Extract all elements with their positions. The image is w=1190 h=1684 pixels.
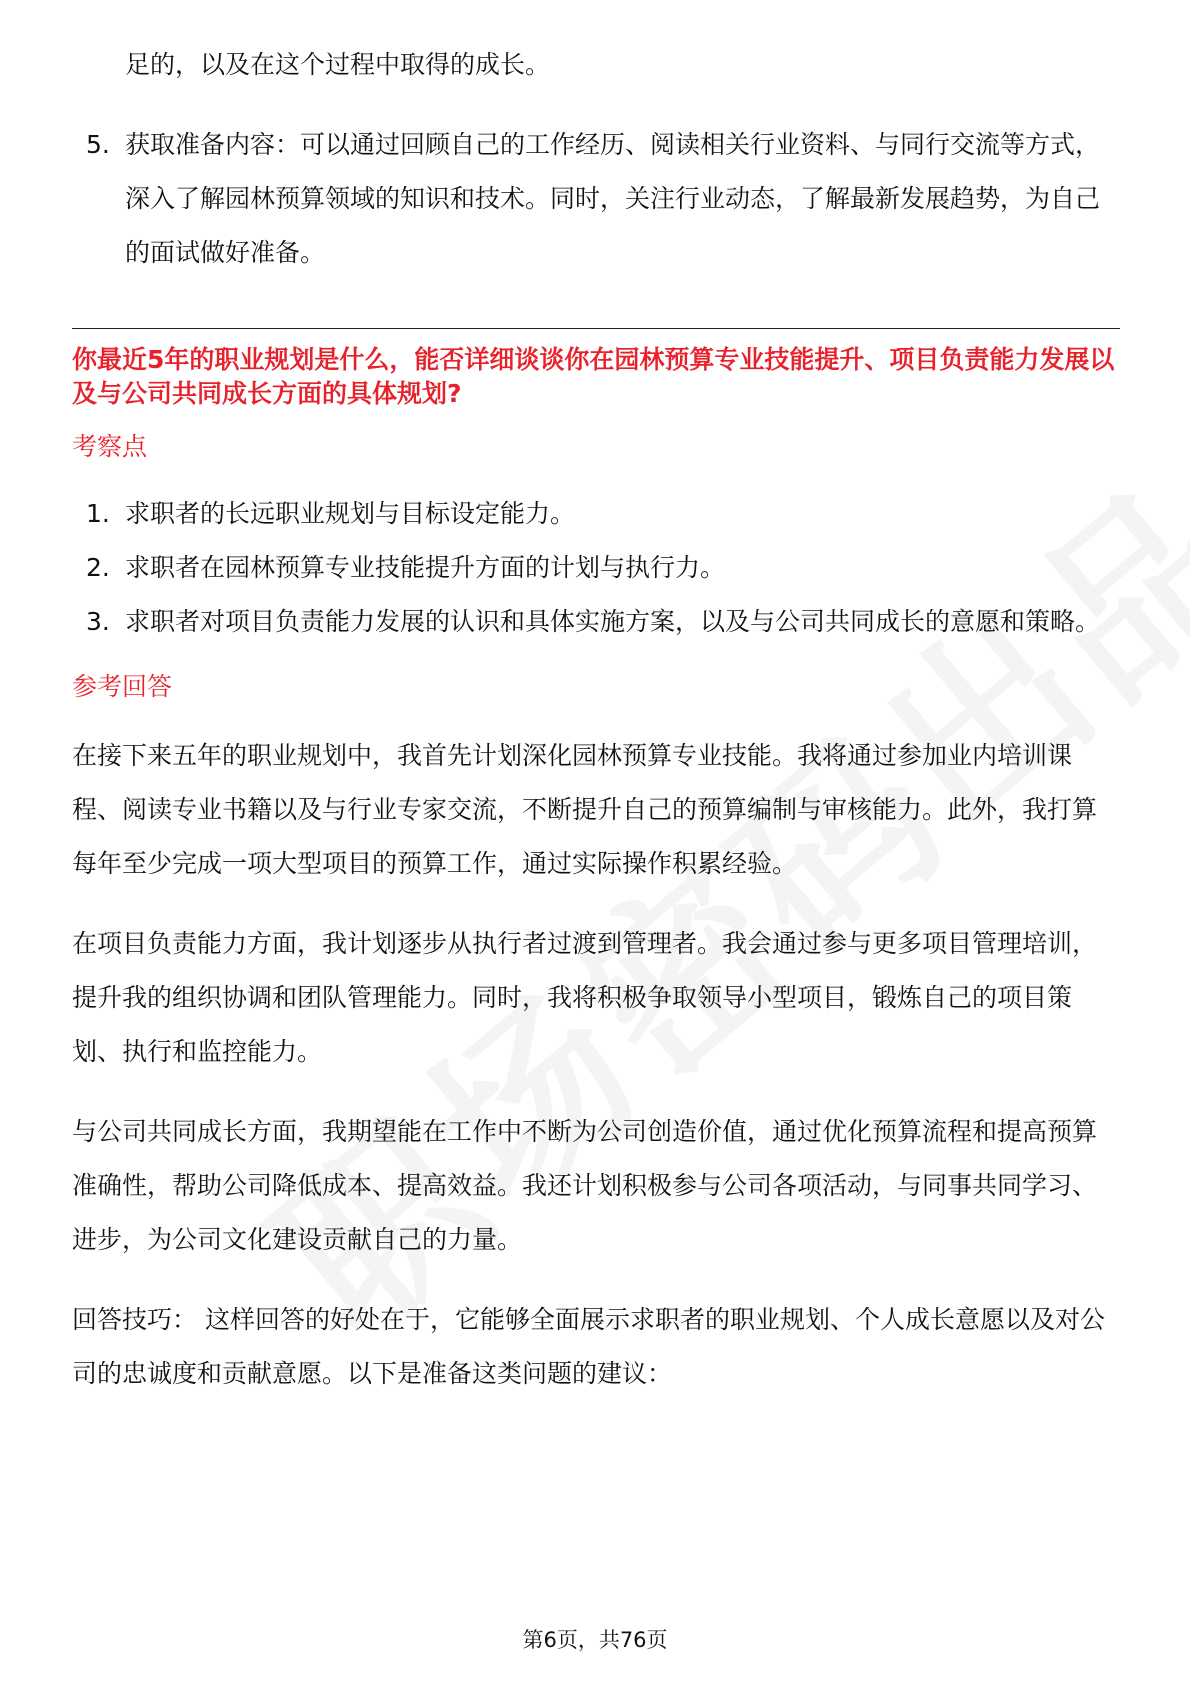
- page-content: [72, 38, 1120, 1401]
- assessment-item-2: [72, 541, 1120, 595]
- assessment-list: [72, 487, 1120, 649]
- answer-tips-paragraph: 回答技巧： 这样回答的好处在于，它能够全面展示求职者的职业规划、个人成长意愿以及对公司的忠诚度和贡献意愿。以下是准备这类问题的建议：: [72, 1305, 1105, 1388]
- question-title: 你最近5年的职业规划是什么，能否详细谈谈你在园林预算专业技能提升、项目负责能力发展以及与公司共同成长方面的具体规划?: [72, 345, 1115, 408]
- list-item-number: 3.: [86, 607, 110, 636]
- list-item-continuation: 足的，以及在这个过程中取得的成长。: [125, 50, 551, 79]
- reference-paragraph-2: 在项目负责能力方面，我计划逐步从执行者过渡到管理者。我会通过参与更多项目管理培训，提升我的组织协调和团队管理能力。同时，我将积极争取领导小型项目，锻炼自己的项目策划、执行和监控能力。: [72, 929, 1098, 1066]
- reference-heading: 参考回答: [72, 672, 173, 701]
- list-item-text: 求职者的长远职业规划与目标设定能力。: [125, 499, 576, 528]
- assessment-heading: 考察点: [72, 432, 148, 461]
- list-item-text: 求职者对项目负责能力发展的认识和具体实施方案，以及与公司共同成长的意愿和策略。: [125, 607, 1101, 636]
- reference-paragraph-1: 在接下来五年的职业规划中，我首先计划深化园林预算专业技能。我将通过参加业内培训课程、阅读专业书籍以及与行业专家交流，不断提升自己的预算编制与审核能力。此外，我打算每年至少完成一项大型项目的预算工作，通过实际操作积累经验。: [72, 741, 1098, 878]
- assessment-item-3: [72, 595, 1120, 649]
- list-item-number: 1.: [86, 499, 110, 528]
- assessment-item-1: [72, 487, 1120, 541]
- list-item-text: 求职者在园林预算专业技能提升方面的计划与执行力。: [125, 553, 726, 582]
- list-item-number: 5.: [86, 130, 110, 159]
- list-item-text: 获取准备内容：可以通过回顾自己的工作经历、阅读相关行业资料、与同行交流等方式，深入了解园林预算领域的知识和技术。同时，关注行业动态，了解最新发展趋势，为自己的面试做好准备。: [125, 130, 1101, 267]
- page-number-footer: 第6页，共76页: [522, 1628, 668, 1652]
- prep-list-item: [72, 118, 1120, 280]
- reference-paragraph-3: 与公司共同成长方面，我期望能在工作中不断为公司创造价值，通过优化预算流程和提高预算准确性，帮助公司降低成本、提高效益。我还计划积极参与公司各项活动，与同事共同学习、进步，为公司文化建设贡献自己的力量。: [72, 1117, 1098, 1254]
- list-item-number: 2.: [86, 553, 110, 582]
